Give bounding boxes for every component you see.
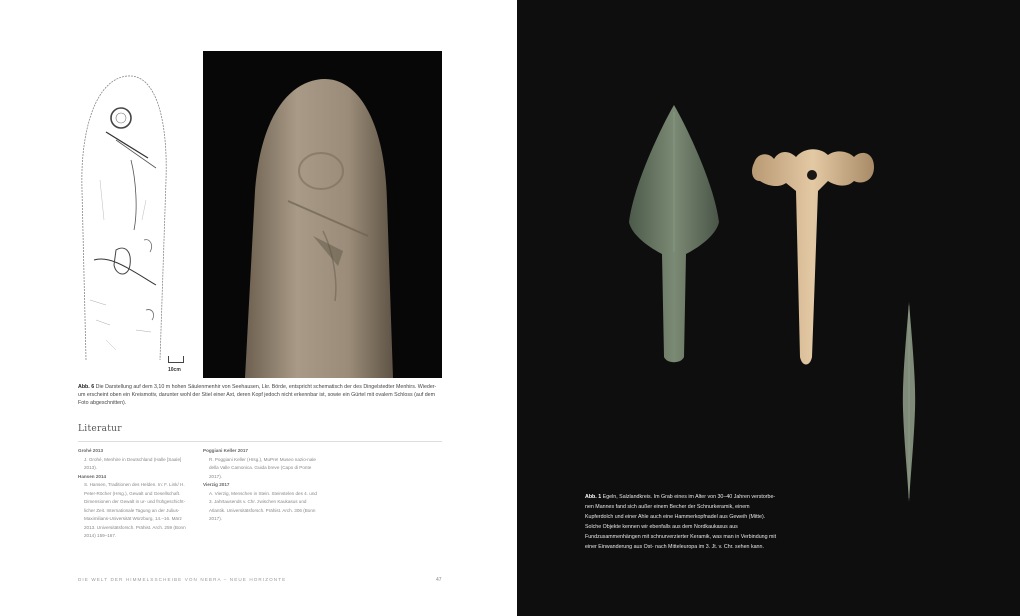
literature-key: Vierzig 2017 [203,482,230,487]
literature-column-1 [78,447,193,541]
caption-label: Abb. 6 [78,384,95,390]
literature-text: J. Grohé, Menhire in Deutschland (Halle [Saale] 2013). [84,456,182,470]
literature-key: Poggiani Keller 2017 [203,448,248,453]
divider [78,441,442,442]
literature-column-2 [203,447,318,524]
literature-text: S. Hansen, Traditionen des Helden. In: F. Link/ H. Peter-Röcher (Hrsg.), Gewalt und Gesellschaft. Dimensionen der Gewalt in ur- und frühgeschicht-licher Zeit. Internationale Tagung an der Julius-Maximilians-Universität Würzburg, 14.–16. März 2013. Universitätsforsch. Prähist. Arch. 259 (Bonn 2014) 159–167. [84,482,186,538]
caption-text: Die Darstellung auf dem 3,10 m hohen Säulenmenhir von Seehausen, Lkr. Börde, entspricht schematisch der des Dingelstedter Menhirs. Wieder-um erscheint oben ein Kreismotiv, darunter wohl der Stiel einer Axt, deren Kopf jedoch nicht erkennbar ist, sowie ein Gürtel mit ovalem Schloss (auf dem Foto abgeschnitten). [78,384,437,406]
literature-heading: Literatur [78,424,122,434]
literature-entry [203,447,318,481]
figure-caption-right [585,492,777,552]
menhir-photo [203,51,442,378]
caption-label: Abb. 1 [585,494,602,500]
figure-caption-left [78,383,442,407]
literature-entry [203,481,318,524]
scale-bar [168,356,184,363]
literature-entry [78,473,193,541]
copper-awl [896,300,922,508]
literature-key: Grohé 2013 [78,448,104,453]
literature-text: A. Vierzig, Menschen in Stein. Steinstelen des 4. und 3. Jahrtausends v. Chr. zwischen Kaukasus und Atlantik. Universitätsforsch. Prähist. Arch. 306 (Bonn 2017). [209,490,317,521]
running-footer: DIE WELT DER HIMMELSSCHEIBE VON NEBRA – NEUE HORIZONTE [78,577,287,582]
caption-text: Egeln, Salzlandkreis. Im Grab eines im Alter von 30–40 Jahren verstorbe-nen Mannes fand sich außer einem Becher der Schnurkeramik, einem Kupferdolch und einer Ahle auch eine Hammerkopfnadel aus Geweih (Mitte). Solche Objekte kennen wir ebenfalls aus dem Nordkaukasus aus Fundzusammenhängen mit schnurverzierter Keramik, was man in Verbindung mit einer Einwanderung aus Ost- nach Mitteleuropa im 3. Jt. v. Chr. sehen kann. [585,494,777,550]
menhir-drawing [76,70,186,370]
literature-key: Hansen 2014 [78,473,107,479]
copper-dagger [624,102,724,368]
literature-entry [78,447,193,473]
page-number: 47 [436,577,442,583]
antler-hammer-pin [750,145,878,371]
literature-text: R. Poggiani Keller (Hrsg.), MuPre! Museo nazio-nale della Valle Camonica. Guida breve (Capo di Ponte 2017). [209,456,316,479]
scale-label: 10cm [168,367,181,373]
